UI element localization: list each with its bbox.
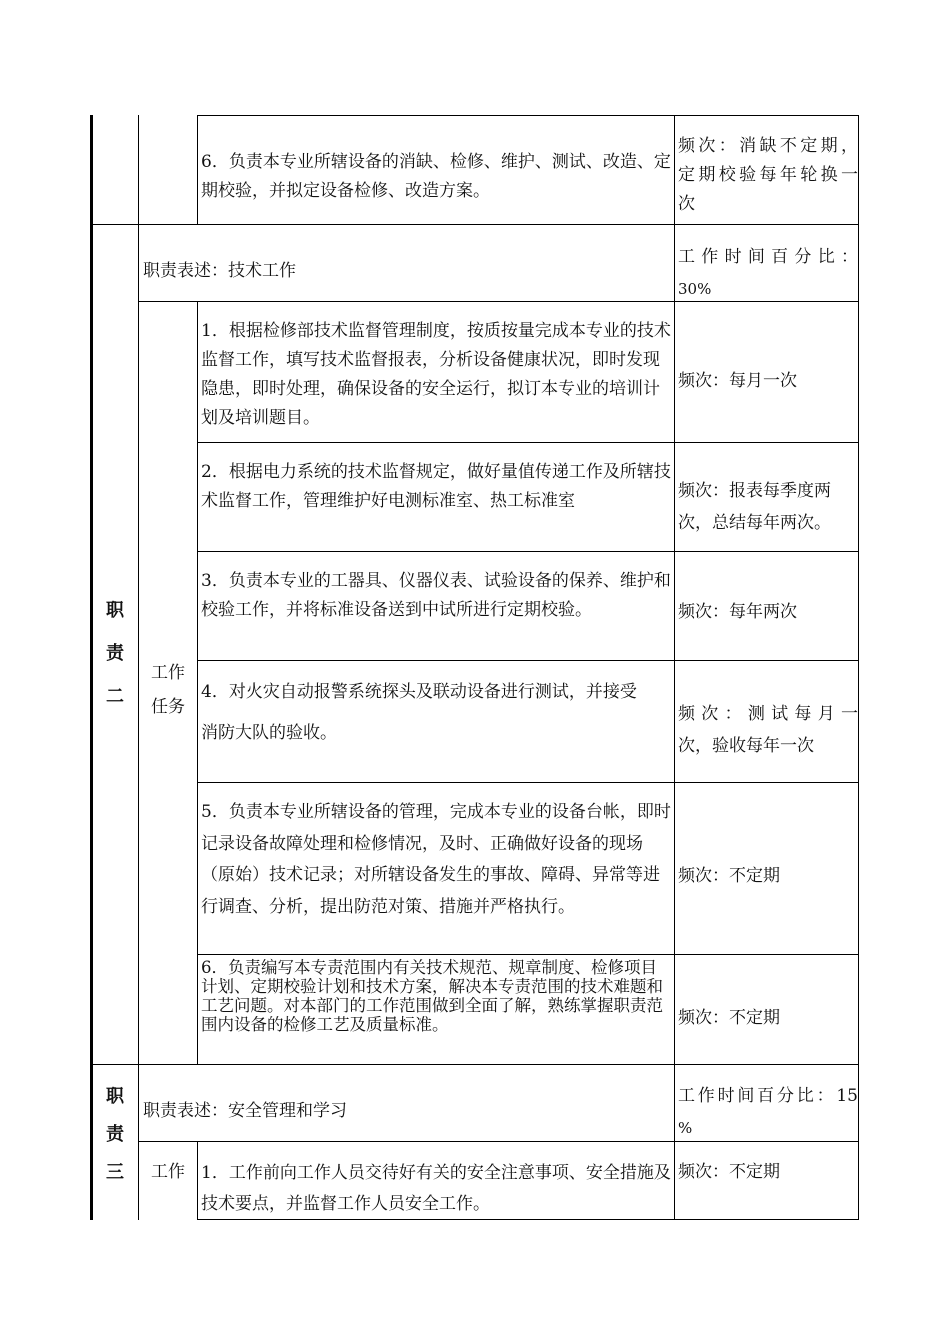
duty-2-description: 职责表述：技术工作 xyxy=(143,261,296,281)
task-item-6-text: 6．负责编写本专责范围内有关技术规范、规章制度、检修项目计划、定期校验计划和技术方案，解决本专责范围的技术难题和工艺问题。对本部门的工作范围做到全面了解，熟练掌握职责范围内设备的检修工艺及质量标准。 xyxy=(201,958,663,1034)
duty-description xyxy=(143,257,663,286)
frequency-text: 频次：不定期 xyxy=(678,866,780,886)
frequency-line: 次 xyxy=(678,194,695,214)
task-item-text xyxy=(201,677,673,748)
time-percentage-value: % xyxy=(678,1119,693,1137)
row-divider xyxy=(197,660,859,661)
frequency-cell xyxy=(678,698,858,762)
duty-3-description: 职责表述：安全管理和学习 xyxy=(143,1101,347,1121)
frequency-cell xyxy=(678,1004,858,1033)
time-percentage-line: 工作时间百分比：15 xyxy=(678,1086,858,1106)
row-divider xyxy=(197,954,859,955)
column-divider-3 xyxy=(674,115,675,1220)
time-percentage xyxy=(678,241,858,305)
frequency-cell xyxy=(678,598,858,627)
column-divider-2 xyxy=(197,1141,198,1220)
duty-2-label xyxy=(91,596,139,725)
task-label-line: 工作 xyxy=(151,663,185,683)
row-divider xyxy=(197,551,859,552)
task-item-text xyxy=(201,317,673,433)
task-label xyxy=(139,1158,197,1187)
duty-label-char: 三 xyxy=(106,1162,124,1183)
time-percentage-line: 工作时间百分比： xyxy=(678,247,858,267)
task-label-line: 任务 xyxy=(151,697,185,717)
task-item-3-text: 3．负责本专业的工器具、仪器仪表、试验设备的保养、维护和校验工作，并将标准设备送到中试所进行定期校验。 xyxy=(201,571,671,620)
task-item-text xyxy=(201,797,673,923)
frequency-line: 定期校验每年轮换一 xyxy=(678,165,858,185)
duty-label-char: 职 xyxy=(106,1086,124,1107)
task-item-6-text: 6．负责本专业所辖设备的消缺、检修、维护、测试、改造、定期校验，并拟定设备检修、改造方案。 xyxy=(201,152,671,201)
row-divider xyxy=(90,1064,859,1065)
frequency-text: 频次：报表每季度两次，总结每年两次。 xyxy=(678,481,831,533)
frequency-text: 频次：每年两次 xyxy=(678,602,797,622)
task-item-1-text: 1．根据检修部技术监督管理制度，按质按量完成本专业的技术监督工作，填写技术监督报表，分析设备健康状况，即时发现隐患，即时处理，确保设备的安全运行，拟订本专业的培训计划及培训题目。 xyxy=(201,321,671,428)
column-divider-2 xyxy=(197,115,198,224)
task-item-5-text: 5．负责本专业所辖设备的管理，完成本专业的设备台帐，即时记录设备故障处理和检修情况，及时、正确做好设备的现场（原始）技术记录；对所辖设备发生的事故、障碍、异常等进行调查、分析，提出防范对策、措施并严格执行。 xyxy=(201,802,671,917)
task-item-text xyxy=(201,958,673,1034)
frequency-cell xyxy=(678,132,858,219)
frequency-text: 频次：不定期 xyxy=(678,1008,780,1028)
frequency-cell xyxy=(678,475,858,539)
row-divider xyxy=(197,115,859,116)
frequency-cell xyxy=(678,862,858,891)
task-label xyxy=(139,656,197,724)
frequency-text: 频次：不定期 xyxy=(678,1162,780,1182)
row-divider xyxy=(90,224,859,225)
frequency-line: 次，验收每年一次 xyxy=(678,736,814,756)
duty-label-char: 责 xyxy=(106,1124,124,1145)
task-item-text xyxy=(201,458,673,516)
task-item-text xyxy=(201,148,673,206)
row-divider xyxy=(197,782,859,783)
column-divider-2 xyxy=(197,301,198,1064)
duty-label-char: 职 xyxy=(106,600,124,621)
time-percentage xyxy=(678,1080,858,1144)
task-item-text xyxy=(201,567,673,625)
row-divider xyxy=(197,442,859,443)
task-item-2-text: 2．根据电力系统的技术监督规定，做好量值传递工作及所辖技术监督工作，管理维护好电测标准室、热工标准室 xyxy=(201,462,671,511)
frequency-cell xyxy=(678,367,858,396)
frequency-line: 频次：测试每月一 xyxy=(678,704,858,724)
time-percentage-value: 30% xyxy=(678,280,712,298)
task-item-4-text-cont: 消防大队的验收。 xyxy=(201,723,337,743)
task-item-text xyxy=(201,1158,673,1220)
frequency-cell xyxy=(678,1158,858,1187)
task-item-1-text: 1．工作前向工作人员交待好有关的安全注意事项、安全措施及技术要点，并监督工作人员安全工作。 xyxy=(201,1163,671,1214)
frequency-text: 频次：每月一次 xyxy=(678,371,797,391)
frequency-line: 频次：消缺不定期， xyxy=(678,136,858,156)
task-item-4-text: 4．对火灾自动报警系统探头及联动设备进行测试，并接受 xyxy=(201,682,637,702)
table-right-border xyxy=(858,115,859,1220)
duty-description xyxy=(143,1097,663,1126)
task-label-line: 工作 xyxy=(151,1162,185,1182)
duty-3-label xyxy=(91,1082,139,1196)
duty-label-char: 责 xyxy=(106,643,124,664)
duty-label-char: 二 xyxy=(106,686,124,707)
